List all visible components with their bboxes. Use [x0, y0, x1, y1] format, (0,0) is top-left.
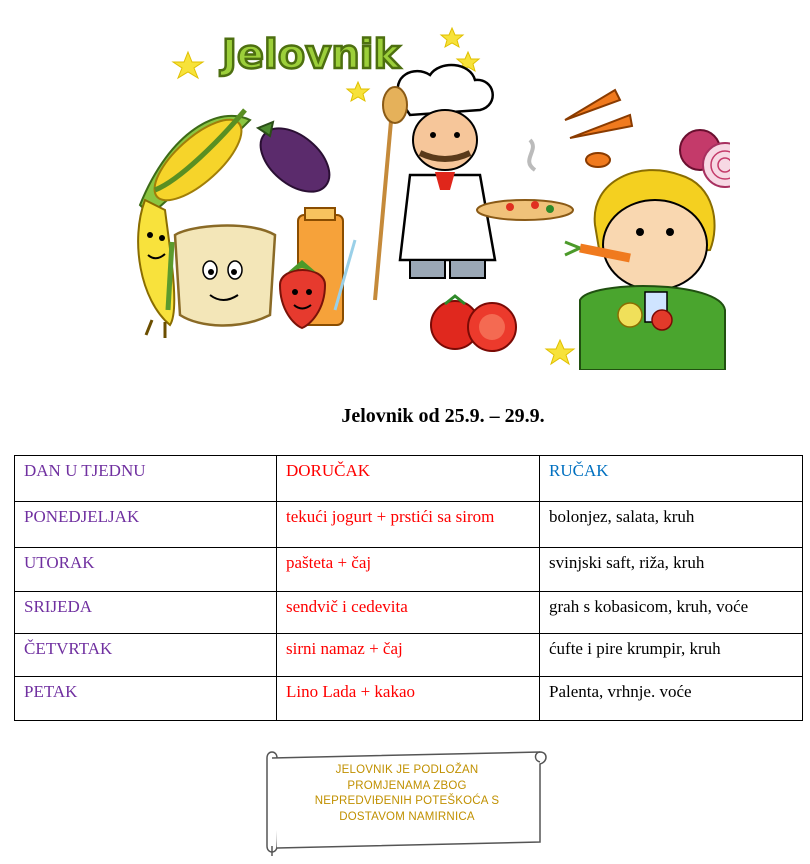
eggplant-icon	[249, 116, 341, 204]
lunch-cell: ćufte i pire krumpir, kruh	[540, 634, 803, 677]
breakfast-cell: sirni namaz + čaj	[277, 634, 540, 677]
table-row	[15, 502, 803, 548]
notice-text	[282, 763, 532, 825]
lunch-cell: grah s kobasicom, kruh, voće	[540, 592, 803, 634]
table-row	[15, 548, 803, 592]
lunch-cell: Palenta, vrhnje. voće	[540, 677, 803, 721]
day-cell: ČETVRTAK	[15, 634, 277, 677]
breakfast-cell: pašteta + čaj	[277, 548, 540, 592]
day-cell: PONEDJELJAK	[15, 502, 277, 548]
day-cell: UTORAK	[15, 548, 277, 592]
lunch-cell: bolonjez, salata, kruh	[540, 502, 803, 548]
table-header-row	[15, 456, 803, 502]
breakfast-cell: sendvič i cedevita	[277, 592, 540, 634]
chef-icon	[375, 65, 573, 300]
breakfast-cell: tekući jogurt + prstići sa sirom	[277, 502, 540, 548]
corn-icon	[140, 107, 254, 215]
notice-line: NEPREDVIĐENIH POTEŠKOĆA S	[314, 795, 500, 807]
steam-icon	[529, 140, 535, 170]
notice-line: PROMJENAMA ZBOG	[347, 779, 467, 792]
menu-illustration	[110, 10, 730, 370]
notice-line: DOSTAVOM NAMIRNICA	[339, 810, 475, 823]
day-cell: PETAK	[15, 677, 277, 721]
table-row	[15, 634, 803, 677]
column-header-day: DAN U TJEDNU	[15, 456, 277, 502]
notice-line: JELOVNIK JE PODLOŽAN	[335, 764, 479, 776]
menu-table	[14, 455, 803, 721]
column-header-lunch: RUČAK	[540, 456, 803, 502]
tomato-icon	[431, 296, 516, 351]
sandwich-icon	[168, 226, 275, 326]
lunch-cell: svinjski saft, riža, kruh	[540, 548, 803, 592]
carrots-icon	[565, 90, 632, 167]
table-row	[15, 592, 803, 634]
logo-text: Jelovnik	[222, 32, 401, 78]
column-header-breakfast: DORUČAK	[277, 456, 540, 502]
table-row	[15, 677, 803, 721]
breakfast-cell: Lino Lada + kakao	[277, 677, 540, 721]
day-cell: SRIJEDA	[15, 592, 277, 634]
menu-date-title: Jelovnik od 25.9. – 29.9.	[341, 405, 545, 427]
boy-icon	[565, 170, 725, 370]
